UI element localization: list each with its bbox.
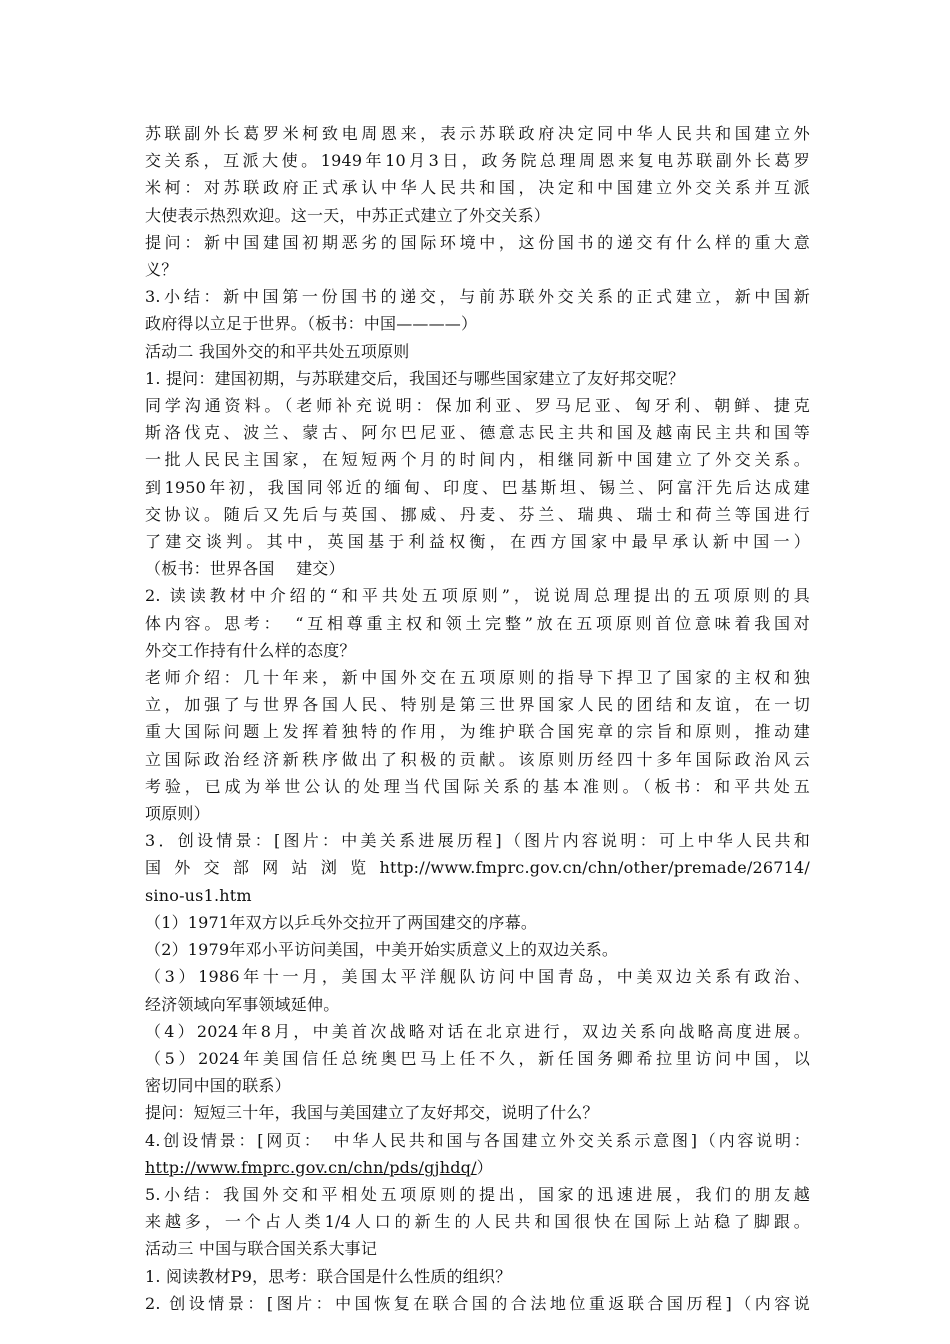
text-line: 到1950年初，我国同邻近的缅甸、印度、巴基斯坦、锡兰、阿富汗先后达成建 [145, 477, 810, 497]
text-line: 外交工作持有什么样的态度？ [145, 640, 356, 660]
text-line: 政府得以立足于世界。（板书：中国————） [145, 314, 478, 334]
text-line: 活动二 我国外交的和平共处五项原则 [145, 341, 410, 361]
text-line: 斯洛伐克、波兰、蒙古、阿尔巴尼亚、德意志民主共和国及越南民主共和国等 [145, 423, 810, 443]
text-line: 国 外 交 部 网 站 浏 览 http://www.fmprc.gov.cn/chn/other/premade/26714/ [145, 858, 810, 878]
text-line: 项原则） [145, 804, 210, 824]
text-line: （5）2024年美国信任总统奥巴马上任不久，新任国务卿希拉里访问中国，以 [145, 1048, 810, 1068]
text-line: 交协议。随后又先后与英国、挪威、丹麦、芬兰、瑞典、瑞士和荷兰等国进行 [145, 504, 810, 524]
closing-paren: ） [476, 1157, 493, 1177]
document-body [145, 120, 810, 1317]
text-line: sino-us1.htm [145, 885, 252, 905]
text-line: 立，加强了与世界各国人民、特别是第三世界国家人民的团结和友谊，在一切 [145, 695, 810, 715]
text-line: 大使表示热烈欢迎。这一天，中苏正式建立了外交关系） [145, 205, 551, 225]
text-line: 1. 提问：建国初期，与苏联建交后，我国还与哪些国家建立了友好邦交呢？ [145, 368, 685, 388]
text-line: 立国际政治经济新秩序做出了积极的贡献。该原则历经四十多年国际政治风云 [145, 749, 810, 769]
text-line: 密切同中国的联系） [145, 1076, 291, 1096]
text-line: （4）2024年8月，中美首次战略对话在北京进行，双边关系向战略高度进展。 [145, 1021, 810, 1041]
text-line: 苏联副外长葛罗米柯致电周恩来，表示苏联政府决定同中华人民共和国建立外 [145, 124, 810, 143]
text-line: 体内容。思考： “互相尊重主权和领土完整”放在五项原则首位意味着我国对 [145, 613, 810, 633]
text-line: 重大国际问题上发挥着独特的作用，为维护联合国宪章的宗旨和原则，推动建 [145, 722, 810, 742]
text-line: 了建交谈判。其中，英国基于利益权衡，在西方国家中最早承认新中国一） [145, 532, 810, 552]
text-line: 2. 读读教材中介绍的“和平共处五项原则”，说说周总理提出的五项原则的具 [145, 586, 810, 606]
text-line: （1）1971年双方以乒乓外交拉开了两国建交的序幕。 [145, 912, 538, 932]
text-line: 交关系，互派大使。1949年10月3日，政务院总理周恩来复电苏联副外长葛罗 [145, 151, 810, 171]
text-line: 来越多，一个占人类1/4人口的新生的人民共和国很快在国际上站稳了脚跟。 [145, 1212, 810, 1232]
text-line: 活动三 中国与联合国关系大事记 [145, 1239, 378, 1259]
text-line: （2）1979年邓小平访问美国，中美开始实质意义上的双边关系。 [145, 940, 619, 960]
text-line [145, 1154, 810, 1181]
text-line: 同学沟通资料。（老师补充说明：保加利亚、罗马尼亚、匈牙利、朝鲜、捷克 [145, 396, 810, 416]
text-line: 经济领域向军事领域延伸。 [145, 994, 340, 1014]
text-line: 3．创设情景：[图片：中美关系进展历程]（图片内容说明：可上中华人民共和 [145, 831, 810, 851]
text-line: 3.小结：新中国第一份国书的递交，与前苏联外交关系的正式建立，新中国新 [145, 287, 810, 307]
text-line: 义？ [145, 260, 178, 280]
text-line: 老师介绍：几十年来，新中国外交在五项原则的指导下捍卫了国家的主权和独 [145, 668, 810, 688]
text-line: 2. 创设情景：[图片：中国恢复在联合国的合法地位重返联合国历程]（内容说 [145, 1293, 810, 1313]
text-line: （板书：世界各国 建交） [145, 559, 345, 579]
text-line: 考验，已成为举世公认的处理当代国际关系的基本准则。（板书：和平共处五 [145, 776, 810, 796]
text-line: 5.小结：我国外交和平相处五项原则的提出，国家的迅速进展，我们的朋友越 [145, 1184, 810, 1204]
url-link[interactable]: http://www.fmprc.gov.cn/chn/pds/gjhdq/ [145, 1157, 477, 1177]
text-line: 1. 阅读教材P9，思考：联合国是什么性质的组织？ [145, 1266, 512, 1286]
text-line: 提问：短短三十年，我国与美国建立了友好邦交，说明了什么？ [145, 1103, 599, 1123]
text-line: 4.创设情景：[网页： 中华人民共和国与各国建立外交关系示意图]（内容说明： [145, 1130, 810, 1150]
text-line: （3）1986年十一月，美国太平洋舰队访问中国青岛，中美双边关系有政治、 [145, 967, 810, 987]
text-line: 提问：新中国建国初期恶劣的国际环境中，这份国书的递交有什么样的重大意 [145, 232, 810, 252]
text-line: 米柯：对苏联政府正式承认中华人民共和国，决定和中国建立外交关系并互派 [145, 178, 810, 198]
text-line: 一批人民民主国家，在短短两个月的时间内，相继同新中国建立了外交关系。 [145, 450, 810, 470]
